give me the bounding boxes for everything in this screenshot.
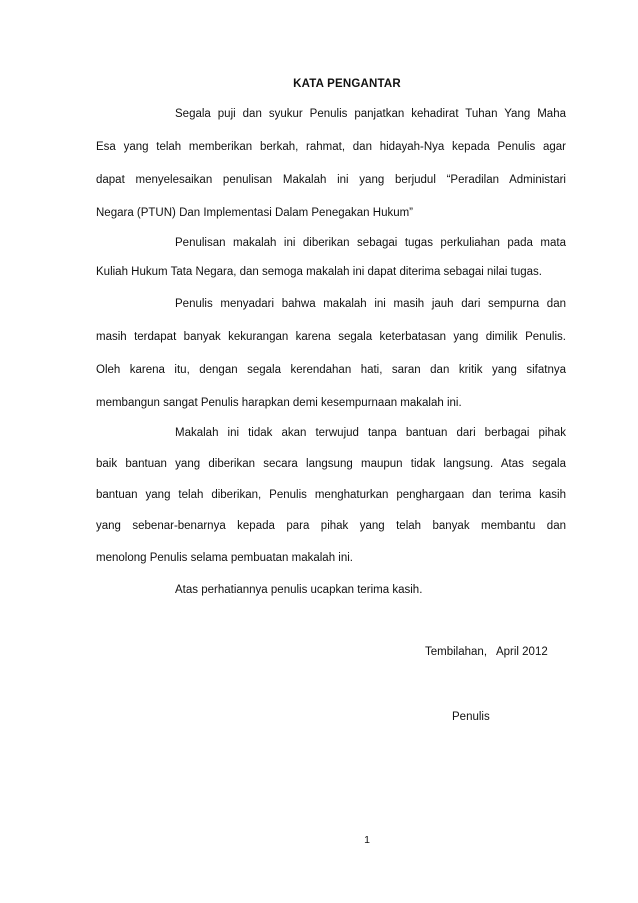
body-line: Makalah ini tidak akan terwujud tanpa bantuan dari berbagai pihak (175, 427, 566, 439)
body-line: dapat menyelesaikan penulisan Makalah ini yang berjudul “Peradilan Administari (96, 174, 566, 186)
place-date: Tembilahan, April 2012 (425, 646, 548, 658)
body-line: baik bantuan yang diberikan secara langsung maupun tidak langsung. Atas segala (96, 458, 566, 470)
body-line: Penulisan makalah ini diberikan sebagai tugas perkuliahan pada mata (175, 237, 566, 249)
page-number: 1 (364, 834, 370, 846)
signature: Penulis (452, 711, 490, 723)
body-line: Kuliah Hukum Tata Negara, dan semoga makalah ini dapat diterima sebagai nilai tugas. (96, 266, 542, 278)
body-line: Esa yang telah memberikan berkah, rahmat, dan hidayah-Nya kepada Penulis agar (96, 141, 566, 153)
body-line: Negara (PTUN) Dan Implementasi Dalam Penegakan Hukum” (96, 207, 414, 219)
body-line: Segala puji dan syukur Penulis panjatkan kehadirat Tuhan Yang Maha (175, 108, 566, 120)
body-line: Penulis menyadari bahwa makalah ini masih jauh dari sempurna dan (175, 298, 566, 310)
body-line: Oleh karena itu, dengan segala kerendahan hati, saran dan kritik yang sifatnya (96, 364, 566, 376)
body-line: Atas perhatiannya penulis ucapkan terima kasih. (175, 584, 423, 596)
body-line: yang sebenar-benarnya kepada para pihak yang telah banyak membantu dan (96, 520, 566, 532)
body-line: masih terdapat banyak kekurangan karena segala keterbatasan yang dimilik Penulis. (96, 331, 566, 343)
body-line: bantuan yang telah diberikan, Penulis menghaturkan penghargaan dan terima kasih (96, 489, 566, 501)
document-title: KATA PENGANTAR (293, 78, 401, 90)
body-line: menolong Penulis selama pembuatan makalah ini. (96, 552, 353, 564)
body-line: membangun sangat Penulis harapkan demi kesempurnaan makalah ini. (96, 397, 462, 409)
